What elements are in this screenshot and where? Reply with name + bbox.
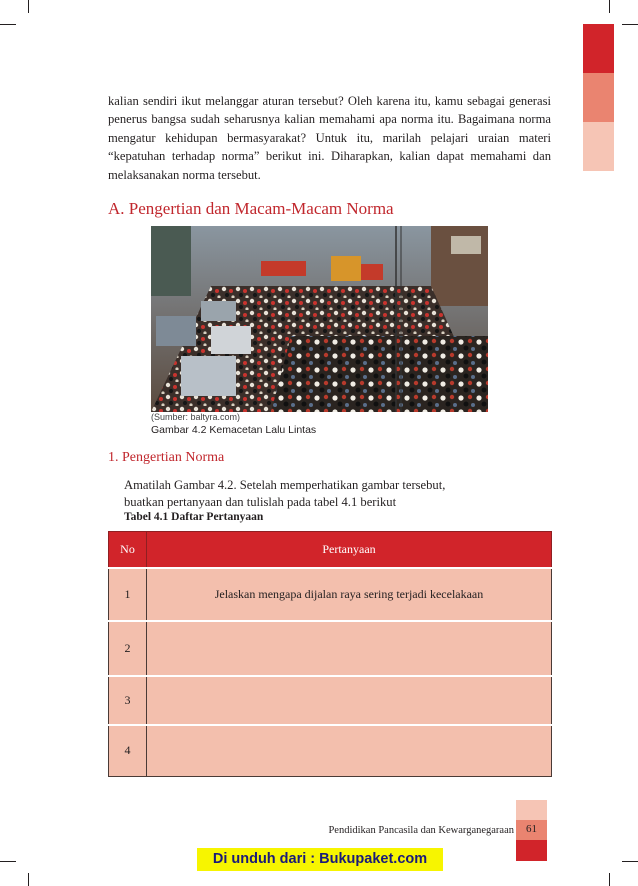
- intro-paragraph: kalian sendiri ikut melanggar aturan tersebut? Oleh karena itu, kamu sebagai generasi penerus bangsa sudah seharusnya kalian memahami apa norma itu. Bagaimana norma mengatur kehidupan bermasyarakat? Untuk itu, marilah pelajari uraian materi “kepatuhan terhadap norma” berikut ini. Diharapkan, kalian dapat memahami dan melaksanakan norma tersebut.: [108, 94, 551, 182]
- table-row: [109, 676, 552, 725]
- question-cell: [147, 725, 552, 776]
- table-header-row: [109, 532, 552, 569]
- crop-mark: [0, 24, 16, 25]
- instruction-line-2: buatkan pertanyaan dan tulislah pada tabel 4.1 berikut: [124, 495, 397, 509]
- table-row: [109, 725, 552, 776]
- crop-mark: [622, 24, 638, 25]
- instruction-text: [124, 477, 544, 511]
- question-table: [108, 531, 552, 777]
- row-number: 4: [109, 725, 147, 776]
- crop-mark: [609, 873, 610, 886]
- figure-caption: Gambar 4.2 Kemacetan Lalu Lintas: [151, 424, 317, 436]
- row-number: 1: [109, 568, 147, 621]
- crop-mark: [0, 861, 16, 862]
- question-cell: [147, 676, 552, 725]
- crop-mark: [609, 0, 610, 13]
- question-cell: [147, 621, 552, 676]
- question-cell: Jelaskan mengapa dijalan raya sering terjadi kecelakaan: [147, 568, 552, 621]
- chapter-tab-dark: [583, 24, 614, 73]
- row-number: 3: [109, 676, 147, 725]
- page-number: 61: [526, 823, 537, 835]
- crop-mark: [622, 861, 638, 862]
- crop-mark: [28, 873, 29, 886]
- section-title: A. Pengertian dan Macam-Macam Norma: [108, 199, 394, 218]
- table-title: Tabel 4.1 Daftar Pertanyaan: [124, 511, 264, 523]
- chapter-tabs: [583, 24, 614, 171]
- figure-source: (Sumber: baltyra.com): [151, 412, 241, 422]
- row-number: 2: [109, 621, 147, 676]
- table-row: [109, 568, 552, 621]
- footer-book-title: Pendidikan Pancasila dan Kewarganegaraan: [328, 825, 514, 836]
- traffic-jam-photo: [151, 226, 488, 412]
- chapter-tab-medium: [583, 73, 614, 122]
- column-header-no: No: [109, 532, 147, 569]
- subsection-title: 1. Pengertian Norma: [108, 450, 225, 465]
- instruction-line-1: Amatilah Gambar 4.2. Setelah memperhatikan gambar tersebut,: [124, 478, 446, 492]
- download-banner[interactable]: Di unduh dari : Bukupaket.com: [197, 848, 443, 871]
- table-row: [109, 621, 552, 676]
- chapter-tab-light: [583, 122, 614, 171]
- crop-mark: [28, 0, 29, 13]
- column-header-question: Pertanyaan: [147, 532, 552, 569]
